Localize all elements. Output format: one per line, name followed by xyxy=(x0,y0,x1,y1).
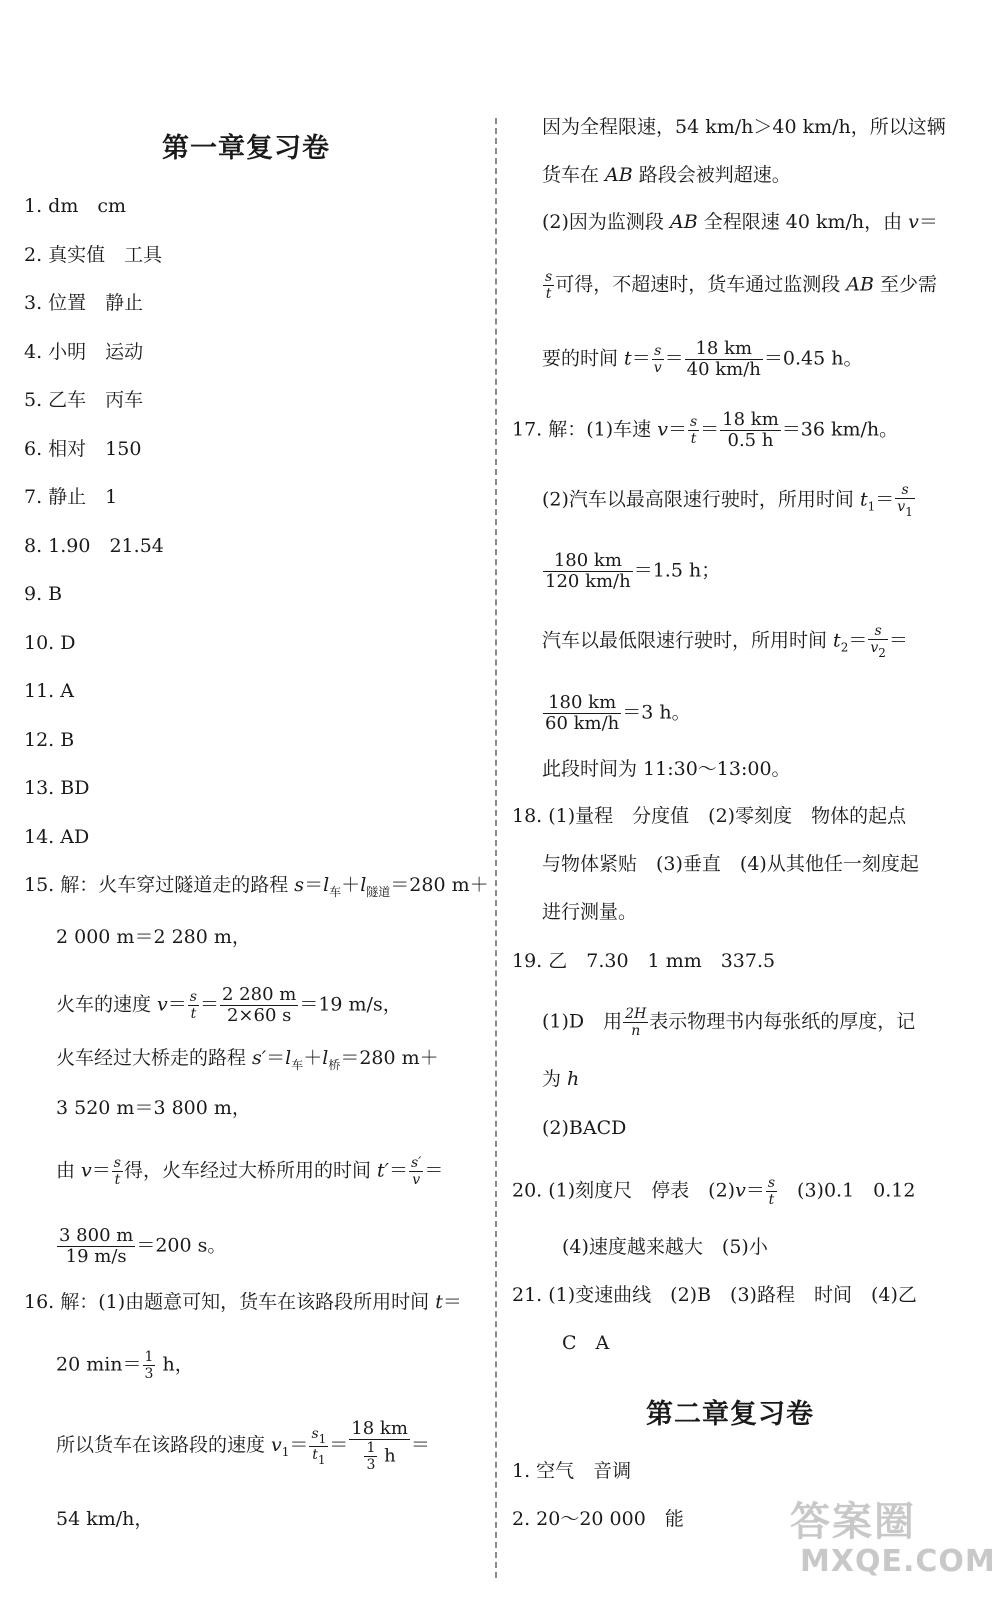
q16-line-4: 54 km/h， xyxy=(56,1508,154,1530)
fraction-18km-over-third-h: 18 km $\frac{1}{3}$ h xyxy=(351,1418,408,1473)
fraction-2H-over-n: $\frac{2H}{n}$ xyxy=(625,1006,647,1039)
site-watermark xyxy=(790,1490,996,1590)
chapter-1-title: 第一章复习卷 xyxy=(162,133,330,164)
q19-line-4: (2)BACD xyxy=(542,1117,627,1139)
q21-line-2: C A xyxy=(562,1332,610,1354)
q15-line-1: 15. 解：火车穿过隧道走的路程 $s=l_车+l_{隧道}=280$ m＋ xyxy=(24,874,489,899)
q15-line-5: 3 520 m＝3 800 m， xyxy=(56,1097,251,1119)
q17-line-5: $\frac{180 km}{60 km/h}$ ＝3 h。 xyxy=(545,692,691,734)
fraction-2280m-over-2x60s: $\frac{2 280 m}{2\times 60 s}$ xyxy=(222,984,297,1026)
fraction-s-over-v2: $\frac{s}{v2}$ xyxy=(870,623,886,660)
q17-line-3: $\frac{180 km}{120 km/h}$ ＝1.5 h； xyxy=(545,550,721,592)
q18-line-2: 与物体紧贴 (3)垂直 (4)从其他任一刻度起 xyxy=(542,853,919,875)
watermark-url: MXQE.COM xyxy=(800,1544,996,1579)
q17-line-6: 此段时间为 11:30～13:00。 xyxy=(542,758,791,780)
fraction-18km-over-40kmh: $\frac{18 km}{40 km/h}$ xyxy=(686,338,761,380)
answer-13: 13. BD xyxy=(24,777,90,799)
fraction-18km-over-05h: $\frac{18 km}{0.5 h}$ xyxy=(722,409,779,451)
q15-line-2: 2 000 m＝2 280 m， xyxy=(56,926,251,948)
answer-10: 10. D xyxy=(24,632,76,654)
q15-line-7: $\frac{3 800 m}{19 m/s}$ ＝200 s。 xyxy=(59,1225,227,1267)
answer-2: 2. 真实值 工具 xyxy=(24,244,163,266)
q15-line-4: 火车经过大桥走的路程 $s'=l_车+l_桥=280$ m＋ xyxy=(56,1047,439,1072)
fraction-s-over-t: $\frac{s}{t}$ xyxy=(767,1175,776,1208)
fraction-1-over-3: $\frac{1}{3}$ xyxy=(144,1349,154,1382)
fraction-180km-over-60kmh: $\frac{180 km}{60 km/h}$ xyxy=(545,692,620,734)
answer-5: 5. 乙车 丙车 xyxy=(24,389,144,411)
answer-7: 7. 静止 1 xyxy=(24,486,118,508)
q21-line-1: 21. (1)变速曲线 (2)B (3)路程 时间 (4)乙 xyxy=(512,1284,917,1306)
q20-line-2: (4)速度越来越大 (5)小 xyxy=(562,1236,768,1258)
answer-3: 3. 位置 静止 xyxy=(24,292,144,314)
fraction-s-over-t: $\frac{s}{t}$ xyxy=(189,989,197,1022)
q16-line-3: 所以货车在该路段的速度 $v_1=$ $\frac{s1}{t1}$ ＝ 18 km $\frac{1}{3}$ h ＝ xyxy=(56,1418,430,1473)
q16-line-1: 16. 解：(1)由题意可知，货车在该路段所用时间 t＝ xyxy=(24,1291,462,1313)
answer-6: 6. 相对 150 xyxy=(24,438,142,460)
fraction-sprime-over-v: $\frac{s'}{v}$ xyxy=(411,1155,422,1188)
q17-line-4: 汽车以最低限速行驶时，所用时间 $t_2=$ $\frac{s}{v2}$ ＝ xyxy=(542,623,908,660)
answer-9: 9. B xyxy=(24,583,63,605)
fraction-s-over-t: $\frac{s}{t}$ xyxy=(689,414,698,447)
fraction-3800m-over-19ms: $\frac{3 800 m}{19 m/s}$ xyxy=(59,1225,134,1267)
q19-line-1: 19. 乙 7.30 1 mm 337.5 xyxy=(512,950,776,972)
q18-line-1: 18. (1)量程 分度值 (2)零刻度 物体的起点 xyxy=(512,805,907,827)
q16-line-2: 20 min＝ $\frac{1}{3}$ h， xyxy=(56,1349,194,1382)
fraction-s-over-t: $\frac{s}{t}$ xyxy=(545,269,553,302)
fraction-180km-over-120kmh: $\frac{180 km}{120 km/h}$ xyxy=(545,550,631,592)
q16-line-6: 货车在 AB 路段会被判超速。 xyxy=(542,164,791,186)
watermark-text: 答案圈 xyxy=(790,1499,916,1545)
q15-line-6: 由 v＝ $\frac{s}{t}$ 得，火车经过大桥所用的时间 t′＝ $\frac{s'}{v}$ ＝ xyxy=(56,1155,444,1188)
q16-line-5: 因为全程限速，54 km/h＞40 km/h，所以这辆 xyxy=(542,116,946,138)
ch2-answer-2: 2. 20～20 000 能 xyxy=(512,1508,684,1530)
q18-line-3: 进行测量。 xyxy=(542,901,638,923)
chapter-2-title: 第二章复习卷 xyxy=(646,1399,814,1430)
fraction-s-over-v: $\frac{s}{v}$ xyxy=(653,343,662,376)
answer-12: 12. B xyxy=(24,729,75,751)
fraction-s1-over-t1: $\frac{s1}{t1}$ xyxy=(311,1425,327,1467)
q16-line-7: (2)因为监测段 AB 全程限速 40 km/h，由 v＝ xyxy=(542,211,938,233)
q17-line-1: 17. 解：(1)车速 v＝ $\frac{s}{t}$ ＝ $\frac{18 km}{0.5 h}$ ＝36 km/h。 xyxy=(512,409,899,451)
q15-line-3: 火车的速度 v＝ $\frac{s}{t}$ ＝ $\frac{2 280 m}{2\times 60 s}$ ＝19 m/s， xyxy=(56,984,402,1026)
answer-1: 1. dm cm xyxy=(24,195,127,217)
q16-line-8: $\frac{s}{t}$ 可得，不超速时，货车通过监测段 AB 至少需 xyxy=(545,269,937,302)
ch2-answer-1: 1. 空气 音调 xyxy=(512,1460,632,1482)
fraction-s-over-t: $\frac{s}{t}$ xyxy=(113,1155,121,1188)
fraction-s-over-v1: $\frac{s}{v1}$ xyxy=(897,482,913,519)
answer-4: 4. 小明 运动 xyxy=(24,341,144,363)
answer-8: 8. 1.90 21.54 xyxy=(24,535,164,557)
q20-line-1: 20. (1)刻度尺 停表 (2)v＝ $\frac{s}{t}$ (3)0.1 0.12 xyxy=(512,1175,916,1208)
answer-11: 11. A xyxy=(24,680,74,702)
q19-line-2: (1)D 用 $\frac{2H}{n}$ 表示物理书内每张纸的厚度，记 xyxy=(542,1006,916,1039)
answer-14: 14. AD xyxy=(24,826,90,848)
column-divider xyxy=(495,118,497,1578)
q19-line-3: 为 h xyxy=(542,1068,580,1090)
q16-line-9: 要的时间 t＝ $\frac{s}{v}$ ＝ $\frac{18 km}{40 km/h}$ ＝0.45 h。 xyxy=(542,338,863,380)
q17-line-2: (2)汽车以最高限速行驶时，所用时间 $t_1=$ $\frac{s}{v1}$ xyxy=(542,482,913,519)
